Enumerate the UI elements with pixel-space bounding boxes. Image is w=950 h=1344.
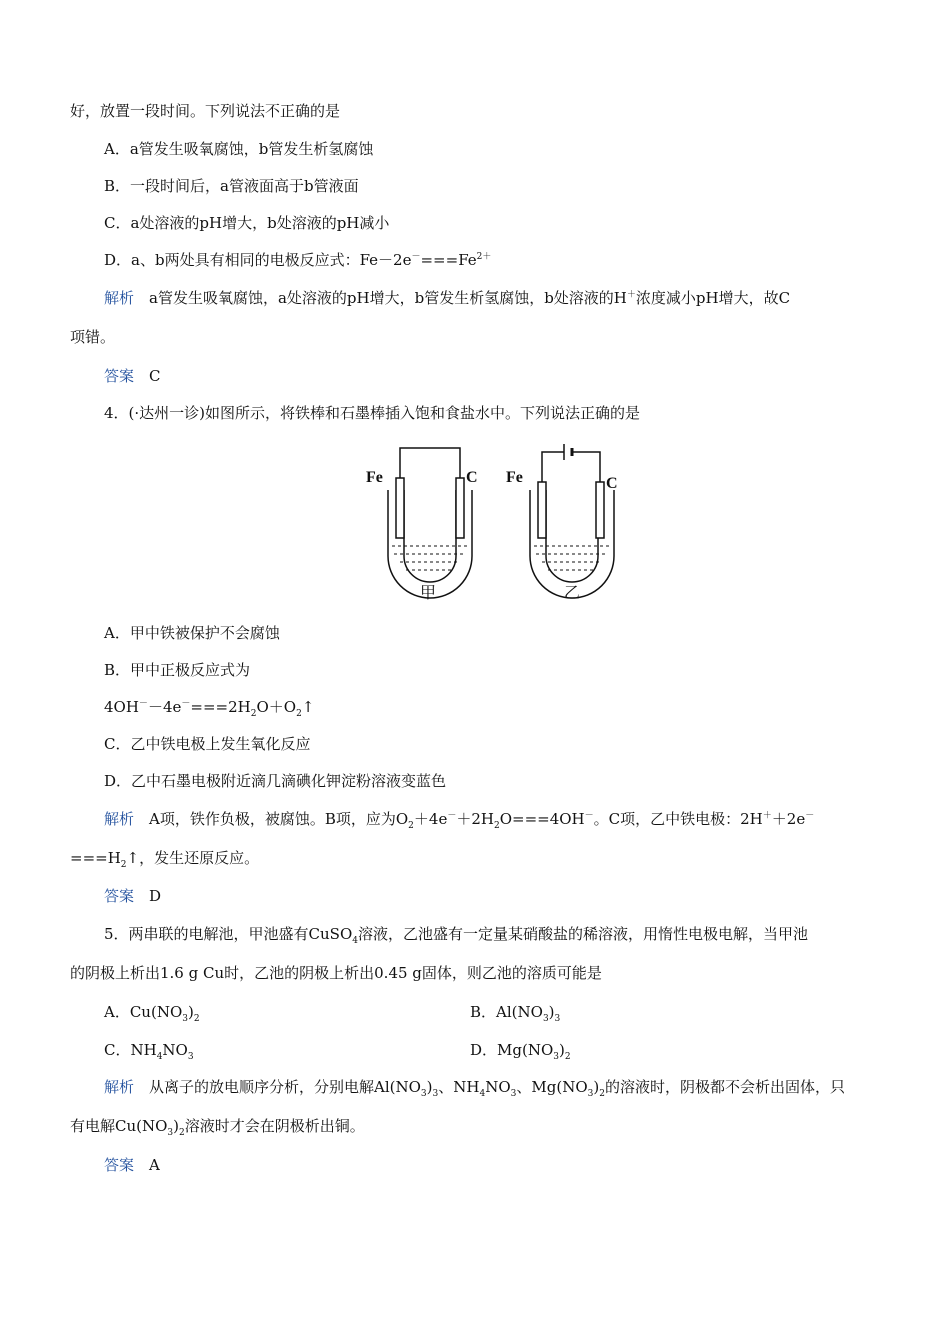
- fe-electrode-left: [396, 478, 404, 538]
- q4-explanation: 解析 A项，铁作负极，被腐蚀。B项，应为$O_2+4e^-+2H_2O===4OH^-$。C项，乙中铁电极：2H＋＋2e－: [104, 810, 815, 831]
- q5-stem-cont: 的阴极上析出1.6 g Cu时，乙池的阴极上析出0.45 g固体，则乙池的溶质可能是: [70, 964, 602, 982]
- q5-explanation-cont: 有电解$Cu(NO_3)_2$溶液时才会在阴极析出铜。: [70, 1117, 365, 1138]
- caption-yi: 乙: [564, 583, 581, 602]
- q5-explanation: 解析 从离子的放电顺序分析，分别电解$Al(NO_3)_3$、$NH_4NO_3$、$Mg(NO_3)_2$的溶液时，阴极都不会析出固体，只: [104, 1078, 845, 1099]
- q3-explanation-cont: 项错。: [70, 328, 116, 346]
- q3-option-a: A．a管发生吸氧腐蚀，b管发生析氢腐蚀: [104, 140, 374, 158]
- q3-stem-end: 好，放置一段时间。下列说法不正确的是: [70, 102, 341, 120]
- label-fe-right: Fe: [506, 469, 523, 486]
- q4-answer: 答案 D: [104, 887, 162, 905]
- q4-stem: 4．(·达州一诊)如图所示，将铁棒和石墨棒插入饱和食盐水中。下列说法正确的是: [104, 404, 641, 422]
- answer-label: 答案: [104, 1156, 135, 1174]
- c-electrode-left: [456, 478, 464, 538]
- wire-right: [542, 452, 600, 500]
- q3-option-c: C．a处溶液的pH增大，b处溶液的pH减小: [104, 214, 390, 232]
- wire-left: [400, 448, 460, 500]
- q5-option-d: D．$Mg(NO_3)_2$: [470, 1041, 571, 1062]
- q5-stem: 5．两串联的电解池，甲池盛有CuSO$_4$溶液，乙池盛有一定量某硝酸盐的稀溶液，用惰性电极电解，当甲池: [104, 925, 809, 946]
- answer-label: 答案: [104, 887, 135, 905]
- label-fe-left: Fe: [366, 469, 383, 486]
- explanation-label: 解析: [104, 289, 135, 307]
- c-electrode-right: [596, 482, 604, 538]
- q5-answer: 答案 A: [104, 1156, 160, 1174]
- caption-jia: 甲: [420, 583, 437, 602]
- q3-explanation: 解析 a管发生吸氧腐蚀，a处溶液的pH增大，b管发生析氢腐蚀，b处溶液的H＋浓度减小pH增大，故C: [104, 289, 791, 307]
- q5-option-b: B．$Al(NO_3)_3$: [470, 1003, 561, 1024]
- q4-option-a: A．甲中铁被保护不会腐蚀: [104, 624, 280, 642]
- q3-option-d: D．a、b两处具有相同的电极反应式：$Fe-2e^-===Fe^{2+}$: [104, 251, 492, 269]
- q4-explanation-cont: $===H_2↑$，发生还原反应。: [70, 849, 260, 870]
- electrochemistry-diagram: [360, 438, 630, 608]
- q4-equation: $4OH^--4e^-===2H_2O+O_2↑$: [104, 698, 315, 719]
- q3-option-b: B．一段时间后，a管液面高于b管液面: [104, 177, 359, 195]
- q4-option-b: B．甲中正极反应式为: [104, 661, 251, 679]
- label-c-left: C: [466, 469, 478, 486]
- label-c-right: C: [606, 475, 618, 492]
- q3-answer: 答案 C: [104, 367, 161, 385]
- fe-electrode-right: [538, 482, 546, 538]
- answer-label: 答案: [104, 367, 135, 385]
- q4-option-d: D．乙中石墨电极附近滴几滴碘化钾淀粉溶液变蓝色: [104, 772, 447, 790]
- q5-option-c: C．$NH_4NO_3$: [104, 1041, 194, 1062]
- q4-option-c: C．乙中铁电极上发生氧化反应: [104, 735, 311, 753]
- explanation-label: 解析: [104, 1078, 135, 1096]
- q5-option-a: A．$Cu(NO_3)_2$: [104, 1003, 200, 1024]
- explanation-label: 解析: [104, 810, 135, 828]
